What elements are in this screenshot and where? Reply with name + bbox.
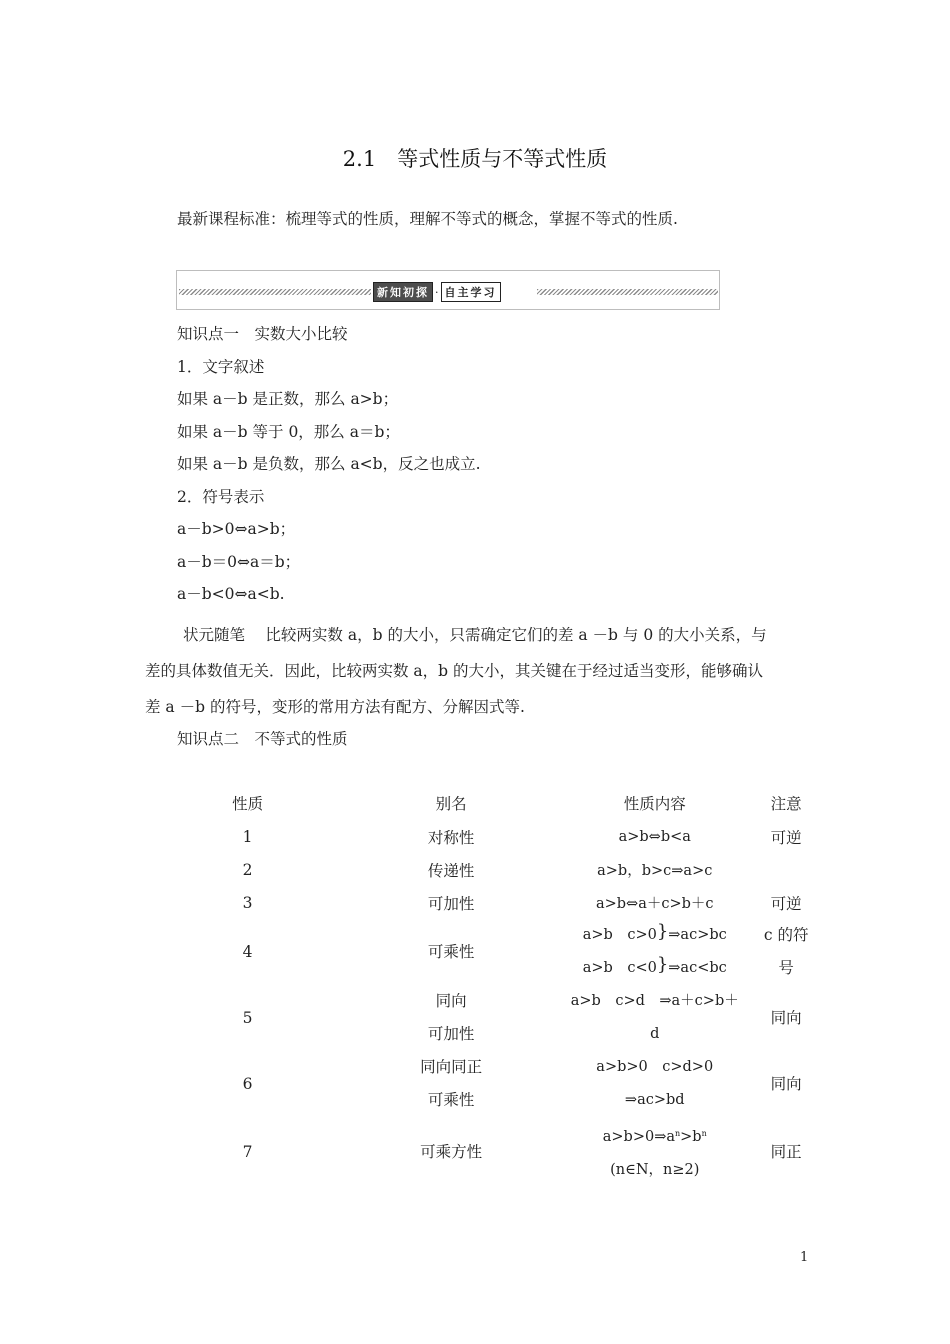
kp1-symbol-line: a－b<0⇔a<b.: [177, 585, 285, 603]
content-line: [567, 1117, 742, 1154]
table-row: [160, 853, 830, 886]
header-content: 性质内容: [623, 795, 686, 813]
cell-content: [567, 919, 742, 985]
alias-line: 同向同正: [420, 1058, 483, 1076]
cell-content: a>b⇔a＋c>b＋c: [595, 896, 714, 912]
cell-alias: [335, 1051, 567, 1117]
alias-line: 可乘性: [427, 1091, 475, 1109]
cell-alias: [335, 985, 567, 1051]
cell-no: 6: [242, 1074, 253, 1093]
formula: >b: [680, 1129, 702, 1145]
header-note: 注意: [770, 795, 802, 813]
cell-content: [567, 1117, 742, 1187]
cell-alias: 传递性: [427, 861, 475, 880]
cell-no: 4: [242, 942, 253, 961]
section-banner: [176, 270, 720, 310]
cell-alias: 可乘方性: [420, 1142, 483, 1161]
study-note-line: 差的具体数值无关．因此，比较两实数 a，b 的大小，其关键在于经过适当变形，能够确认: [145, 662, 764, 680]
kp1-symbol-line: a－b＝0⇔a＝b；: [177, 553, 301, 571]
cell-note: [742, 919, 830, 985]
conclusion: ⇒ac<bc: [668, 960, 727, 976]
cell-content: a>b c>d ⇒a＋c>b＋d: [570, 993, 739, 1042]
table-row: [160, 985, 830, 1051]
table-row: [160, 820, 830, 853]
cell-content: a>b⇔b<a: [618, 828, 691, 845]
banner-hatch-left: [179, 289, 371, 295]
inequality-properties-table: [160, 786, 830, 1187]
banner-label-self-study: 自主学习: [441, 282, 501, 302]
kp1-text-line: 如果 a－b 等于 0，那么 a＝b；: [177, 423, 400, 441]
banner-tag: [373, 283, 501, 301]
kp1-subheading-text: 1．文字叙述: [177, 358, 265, 376]
kp1-text-line: 如果 a－b 是正数，那么 a>b；: [177, 390, 399, 408]
table-header-row: [160, 786, 830, 820]
note-line: 号: [778, 959, 794, 977]
alias-line: 同向: [435, 992, 467, 1010]
kp1-subheading-symbol: 2．符号表示: [177, 488, 265, 506]
conclusion: ⇒ac>bc: [668, 927, 727, 943]
banner-hatch-right: [537, 289, 718, 295]
page-number: 1: [800, 1250, 809, 1265]
cell-note: 可逆: [770, 828, 802, 847]
cell-content: a>b，b>c⇒a>c: [597, 863, 713, 879]
cell-no: 3: [242, 893, 253, 912]
knowledge-point-1-heading: 知识点一 实数大小比较: [177, 325, 348, 343]
kp1-symbol-line: a－b>0⇔a>b；: [177, 520, 296, 538]
cell-no: 7: [242, 1142, 253, 1161]
formula: a>b>0⇒a: [602, 1129, 675, 1145]
content-line: [567, 952, 742, 985]
table-row: [160, 1117, 830, 1187]
cell-note: 同向: [770, 1074, 802, 1093]
cell-note: 可逆: [770, 894, 802, 913]
table-row: [160, 1051, 830, 1117]
cell-no: 5: [242, 1008, 253, 1027]
cell-alias: 可加性: [427, 894, 475, 913]
cell-note: 同正: [770, 1142, 802, 1161]
study-note-line: 状元随笔 比较两实数 a，b 的大小，只需确定它们的差 a －b 与 0 的大小关系，与: [183, 626, 767, 644]
table-row: [160, 886, 830, 919]
banner-label-new-knowledge: 新知初探: [373, 282, 433, 302]
exponent: n: [701, 1129, 707, 1138]
cell-alias: 对称性: [427, 828, 475, 847]
note-line: c 的符: [763, 926, 809, 944]
kp1-text-line: 如果 a－b 是负数，那么 a<b，反之也成立.: [177, 455, 481, 473]
cell-note: 同向: [770, 1008, 802, 1027]
study-note: [145, 617, 815, 725]
content-line: (n∈N，n≥2): [610, 1162, 700, 1178]
condition: a>b c<0: [582, 960, 657, 976]
knowledge-point-2-heading: 知识点二 不等式的性质: [177, 730, 348, 748]
cell-alias: 可乘性: [427, 942, 475, 961]
header-property: 性质: [232, 795, 264, 813]
cell-content: a>b>0 c>d>0 ⇒ac>bd: [596, 1059, 728, 1108]
page-title: 2.1 等式性质与不等式性质: [342, 147, 608, 171]
content-line: [567, 919, 742, 952]
curriculum-standard: 最新课程标准：梳理等式的性质，理解不等式的概念，掌握不等式的性质.: [177, 210, 678, 228]
brace-icon: }: [656, 921, 669, 942]
exponent: n: [675, 1129, 681, 1138]
condition: a>b c>0: [582, 927, 657, 943]
cell-note: [742, 853, 830, 886]
study-note-line: 差 a －b 的符号，变形的常用方法有配方、分解因式等.: [145, 698, 525, 716]
cell-no: 2: [242, 860, 253, 879]
banner-separator: ·: [435, 285, 439, 299]
table-row: [160, 919, 830, 985]
alias-line: 可加性: [427, 1025, 475, 1043]
cell-no: 1: [242, 827, 253, 846]
brace-icon: }: [656, 954, 669, 975]
header-alias: 别名: [435, 795, 467, 813]
